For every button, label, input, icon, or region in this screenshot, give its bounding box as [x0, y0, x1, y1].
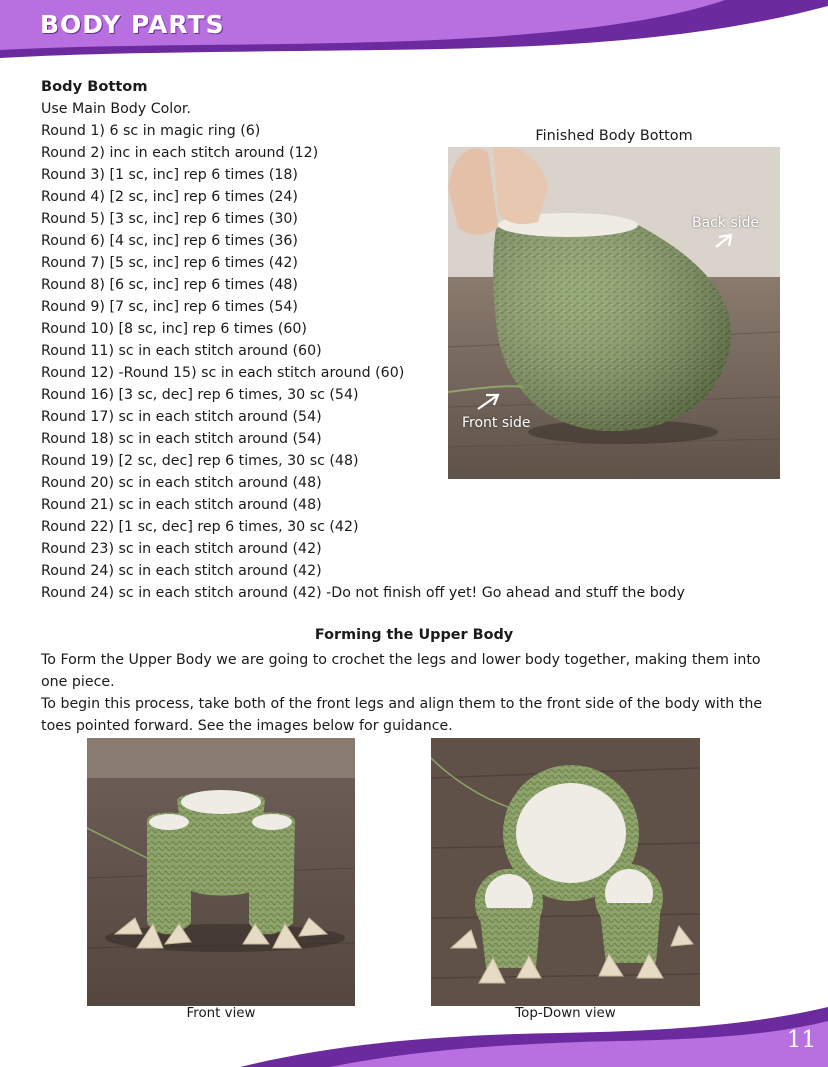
front-side-label: Front side: [462, 415, 531, 431]
pattern-round: Round 22) [1 sc, dec] rep 6 times, 30 sc (42): [41, 519, 359, 535]
pattern-round: Round 21) sc in each stitch around (48): [41, 497, 322, 513]
pattern-round: Round 11) sc in each stitch around (60): [41, 343, 322, 359]
pattern-round: Round 6) [4 sc, inc] rep 6 times (36): [41, 233, 298, 249]
top-down-view-photo: [431, 738, 700, 1006]
forming-paragraph-1: To Form the Upper Body we are going to crochet the legs and lower body together, making them into one piece.: [41, 652, 761, 690]
pattern-round: Round 3) [1 sc, inc] rep 6 times (18): [41, 167, 298, 183]
forming-paragraph-2: To begin this process, take both of the front legs and align them to the front side of the body with the toes pointed forward. See the images below for guidance.: [41, 696, 763, 734]
pattern-round: Round 16) [3 sc, dec] rep 6 times, 30 sc (54): [41, 387, 359, 403]
pattern-round: Round 23) sc in each stitch around (42): [41, 541, 322, 557]
pattern-round: Round 5) [3 sc, inc] rep 6 times (30): [41, 211, 298, 227]
pattern-round-final: Round 24) sc in each stitch around (42) -Do not finish off yet! Go ahead and stuff the body: [41, 585, 685, 601]
pattern-round: Round 24) sc in each stitch around (42): [41, 563, 322, 579]
footer-banner: [0, 1005, 828, 1067]
pattern-round: Round 8) [6 sc, inc] rep 6 times (48): [41, 277, 298, 293]
front-view-caption: Front view: [186, 1006, 256, 1021]
pattern-round: Round 20) sc in each stitch around (48): [41, 475, 322, 491]
forming-title: Forming the Upper Body: [314, 627, 514, 643]
pattern-round: Round 2) inc in each stitch around (12): [41, 145, 319, 161]
pattern-round: Round 12) -Round 15) sc in each stitch around (60): [41, 365, 405, 381]
pattern-round: Round 7) [5 sc, inc] rep 6 times (42): [41, 255, 298, 271]
color-note: Use Main Body Color.: [41, 101, 191, 117]
header-title: BODY PARTS: [40, 10, 225, 39]
pattern-round: Round 17) sc in each stitch around (54): [41, 409, 322, 425]
page-number: 11: [786, 1027, 816, 1053]
body-bottom-pattern: [41, 76, 461, 582]
pattern-round: Round 9) [7 sc, inc] rep 6 times (54): [41, 299, 298, 315]
finished-body-photo: [448, 147, 780, 479]
top-down-view-caption: Top-Down view: [515, 1006, 616, 1021]
photo-caption: Finished Body Bottom: [535, 128, 693, 144]
pattern-round: Round 1) 6 sc in magic ring (6): [41, 123, 261, 139]
body-bottom-title: Body Bottom: [41, 78, 148, 95]
pattern-round: Round 19) [2 sc, dec] rep 6 times, 30 sc (48): [41, 453, 359, 469]
pattern-round: Round 10) [8 sc, inc] rep 6 times (60): [41, 321, 307, 337]
pattern-round: Round 18) sc in each stitch around (54): [41, 431, 322, 447]
pattern-round: Round 4) [2 sc, inc] rep 6 times (24): [41, 189, 298, 205]
front-view-photo: [87, 738, 355, 1006]
back-side-label: Back side: [692, 215, 760, 231]
